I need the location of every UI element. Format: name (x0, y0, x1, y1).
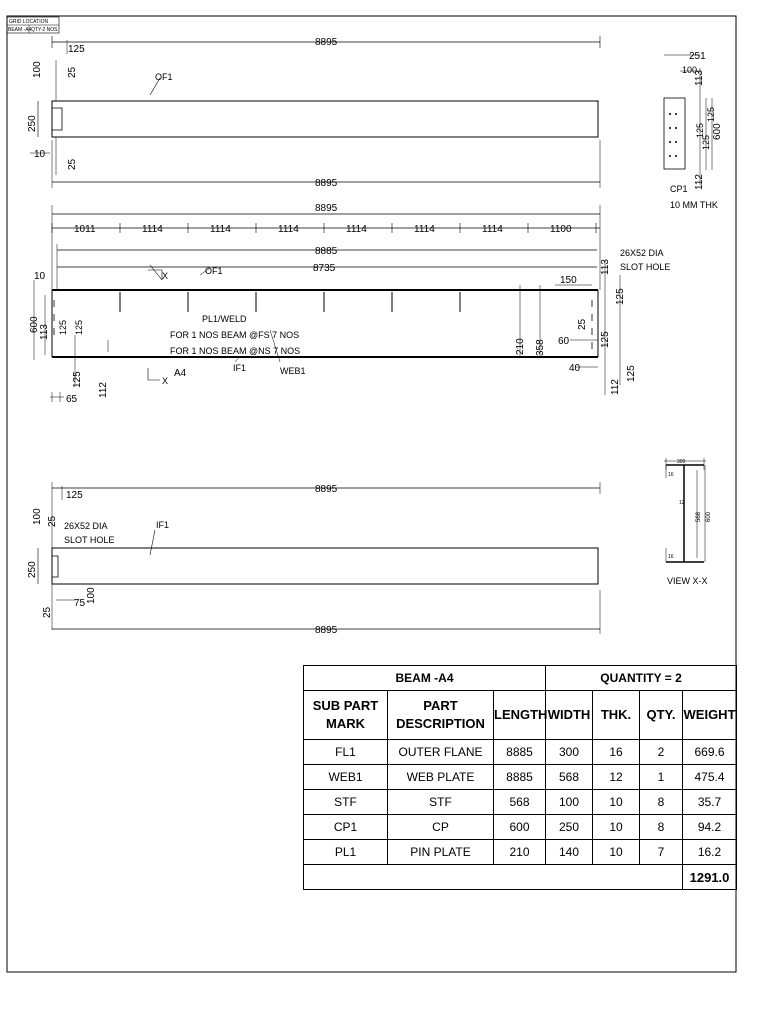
table-cell: 2 (640, 740, 683, 765)
col-header: WIDTH (546, 691, 593, 740)
table-row (304, 740, 737, 765)
table-cell: PIN PLATE (388, 840, 494, 865)
table-total-spacer (304, 865, 683, 890)
cp1-thk-label: 10 MM THK (670, 200, 718, 210)
elev-113-dim: 113 (39, 324, 50, 340)
bottom-100b-dim: 100 (86, 587, 97, 604)
grid-beam-label: BEAM -A4 (8, 27, 32, 33)
table-cell: 94.2 (683, 815, 737, 840)
table-cell: 10 (593, 790, 640, 815)
elev-125-dim: 125 (72, 371, 83, 388)
bottom-overall-dim: 8895 (315, 484, 338, 495)
cp1-label: CP1 (670, 184, 688, 194)
table-cell: CP (388, 815, 494, 840)
elev-8885-dim: 8885 (315, 246, 338, 257)
table-quantity: QUANTITY = 2 (546, 666, 737, 691)
top-25-dim-b: 25 (67, 158, 78, 170)
table-total-row (304, 865, 737, 890)
top-overall-dim: 8895 (315, 37, 338, 48)
table-cell: 10 (593, 815, 640, 840)
top-100-dim: 100 (32, 61, 43, 78)
weld-line-1: PL1/WELD (202, 314, 247, 324)
spacing-label: 1011 (74, 224, 96, 235)
elev-210-dim: 210 (515, 338, 526, 355)
viewxx-568-dim: 568 (696, 511, 702, 522)
beam-elevation (34, 205, 620, 402)
table-cell: 35.7 (683, 790, 737, 815)
table-title-row (304, 666, 737, 691)
elev-65-dim: 65 (66, 394, 78, 405)
top-125-dim: 125 (68, 44, 85, 55)
bottom-slot-note-2: SLOT HOLE (64, 535, 115, 545)
elev-web1-label: WEB1 (280, 366, 306, 376)
cp1-inner-125-b: 125 (701, 134, 711, 150)
bottom-25-dim: 25 (47, 515, 58, 527)
table-row (304, 765, 737, 790)
table-cell: CP1 (304, 815, 388, 840)
elev-112-dim: 112 (98, 382, 109, 398)
elev-600-dim: 600 (29, 316, 40, 333)
section-x-top: X (162, 271, 169, 281)
col-header: WEIGHT (683, 691, 737, 740)
table-cell: 100 (546, 790, 593, 815)
col-header: PART DESCRIPTION (388, 691, 494, 740)
stiffener-marks (120, 292, 460, 312)
table-title: BEAM -A4 (304, 666, 546, 691)
table-row (304, 790, 737, 815)
elev-150-dim: 150 (560, 275, 577, 286)
bottom-100-dim: 100 (32, 508, 43, 525)
table-cell: PL1 (304, 840, 388, 865)
cp1-inner-125-a: 125 (695, 122, 705, 138)
elev-if1-label: IF1 (233, 363, 247, 373)
table-cell: 7 (640, 840, 683, 865)
table-cell: 12 (593, 765, 640, 790)
grid-location-label: GRID LOCATION (9, 19, 49, 25)
spacing-label: 1114 (142, 224, 163, 235)
table-cell: 568 (546, 765, 593, 790)
top-overall-bottom-dim: 8895 (315, 178, 338, 189)
cp1-113-dim: 113 (694, 70, 705, 86)
elev-of1-label: OF1 (205, 266, 223, 276)
of1-label: OF1 (155, 72, 173, 82)
stf-125-a: 125 (58, 319, 68, 335)
weld-line-3: FOR 1 NOS BEAM @NS 7 NOS (170, 346, 301, 356)
table-cell: 475.4 (683, 765, 737, 790)
if1-label: IF1 (156, 520, 170, 530)
elev-40-dim: 40 (569, 363, 581, 374)
spacing-label: 1114 (210, 224, 231, 235)
table-cell: 1 (640, 765, 683, 790)
elev-overall-dim: 8895 (315, 203, 338, 214)
elev-112r-dim: 112 (610, 379, 621, 395)
cp1-100-dim: 100 (682, 65, 698, 75)
section-a4-label: A4 (174, 368, 187, 379)
spacing-label: 1114 (482, 224, 503, 235)
cp1-600-dim: 600 (712, 123, 723, 140)
table-cell: 210 (494, 840, 546, 865)
elev-125c-dim: 125 (615, 288, 626, 305)
table-cell: STF (388, 790, 494, 815)
table-cell: WEB PLATE (388, 765, 494, 790)
table-cell: 8885 (494, 765, 546, 790)
elev-60-dim: 60 (558, 336, 570, 347)
bottom-flange-view (38, 482, 600, 634)
elev-113r-dim: 113 (600, 259, 611, 275)
spacing-label: 1114 (346, 224, 367, 235)
table-cell: STF (304, 790, 388, 815)
viewxx-16-dim: 16 (668, 472, 674, 478)
table-cell: 669.6 (683, 740, 737, 765)
cp1-bolt-holes (669, 113, 677, 157)
bottom-25b-dim: 25 (42, 606, 53, 618)
table-cell: 8885 (494, 740, 546, 765)
grid-qty-label: QTY-2 NOS (31, 27, 58, 33)
elev-8735-dim: 8735 (313, 263, 336, 274)
table-cell: 16 (593, 740, 640, 765)
table-cell: 600 (494, 815, 546, 840)
table-row (304, 815, 737, 840)
bottom-125-dim: 125 (66, 490, 83, 501)
table-cell: OUTER FLANE (388, 740, 494, 765)
table-cell: 8 (640, 790, 683, 815)
slot-hole-note-2: SLOT HOLE (620, 262, 671, 272)
table-cell: 140 (546, 840, 593, 865)
table-cell: 250 (546, 815, 593, 840)
table-header-row (304, 691, 737, 740)
bottom-75-dim: 75 (74, 598, 86, 609)
bottom-250-dim: 250 (27, 561, 38, 578)
elev-10-dim: 10 (34, 271, 46, 282)
stf-125-b: 125 (74, 319, 84, 335)
cp1-251-dim: 251 (689, 51, 706, 62)
bottom-overall-bottom-dim: 8895 (315, 625, 338, 636)
spacing-label: 1114 (414, 224, 435, 235)
spacing-label: 1114 (278, 224, 299, 235)
top-10-dim: 10 (34, 149, 46, 160)
table-cell: 300 (546, 740, 593, 765)
parts-table (303, 665, 737, 890)
cp1-125-dim: 125 (706, 106, 716, 122)
col-header: LENGTH (494, 691, 546, 740)
table-cell: 10 (593, 840, 640, 865)
spacing-labels (74, 224, 572, 235)
viewxx-16b-dim: 16 (668, 554, 674, 560)
section-x-bottom: X (162, 376, 169, 386)
bottom-slot-note-1: 26X52 DIA (64, 521, 108, 531)
cp1-112-dim: 112 (694, 174, 705, 190)
viewxx-12-dim: 12 (679, 500, 685, 506)
slot-hole-note-1: 26X52 DIA (620, 248, 664, 258)
table-cell: 568 (494, 790, 546, 815)
col-header: SUB PART MARK (304, 691, 388, 740)
top-flange-view (30, 36, 600, 188)
slot-holes (54, 300, 592, 349)
elev-125r-dim: 125 (626, 365, 637, 382)
weld-line-2: FOR 1 NOS BEAM @FS 7 NOS (170, 330, 300, 340)
col-header: THK. (593, 691, 640, 740)
elev-125-b-dim: 125 (600, 331, 611, 348)
table-row (304, 840, 737, 865)
table-cell: WEB1 (304, 765, 388, 790)
elev-25-dim: 25 (577, 318, 588, 330)
table-total-weight: 1291.0 (683, 865, 737, 890)
viewxx-600-dim: 600 (706, 511, 712, 522)
viewxx-label: VIEW X-X (667, 576, 708, 586)
col-header: QTY. (640, 691, 683, 740)
table-cell: FL1 (304, 740, 388, 765)
top-250-dim: 250 (27, 115, 38, 132)
elev-358-dim: 358 (535, 339, 546, 356)
grid-location-box (7, 17, 59, 33)
table-cell: 8 (640, 815, 683, 840)
spacing-label: 1100 (550, 224, 572, 235)
table-cell: 16.2 (683, 840, 737, 865)
viewxx-300-dim: 300 (677, 459, 686, 465)
top-25-dim-a: 25 (67, 66, 78, 78)
